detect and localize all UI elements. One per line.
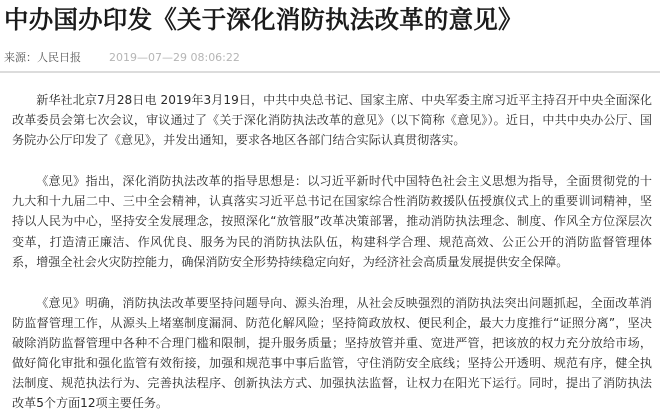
article-meta [4,50,240,66]
paragraph-intro: 新华社北京7月28日电 2019年3月19日，中共中央总书记、国家主席、中央军委主席习近平主持召开中央全面深化改革委员会第七次会议，审议通过了《关于深化消防执法改革的意见》（以下简称《意见》）。近日，中共中央办公厅、国务院办公厅印发了《意见》，并发出通知，要求各地区各部门结合实际认真贯彻落实。 [12,93,652,148]
header-divider [0,71,660,73]
article-body [12,90,652,412]
article-title: 中办国办印发《关于深化消防执法改革的意见》 [4,5,523,34]
source-name: 人民日报 [37,51,81,64]
paragraph-principles: 《意见》明确，消防执法改革要坚持问题导向、源头治理，从社会反映强烈的消防执法突出问题抓起，全面改革消防监督管理工作，从源头上堵塞制度漏洞、防范化解风险；坚持简政放权、便民利企，最大力度推行“证照分离”，坚决破除消防监督管理中各种不合理门槛和限制，提升服务质量；坚持放管并重、宽进严管，把该放的权力充分放给市场，做好简化审批和强化监管有效衔接，加强和规范事中事后监管，守住消防安全底线；坚持公开透明、规范有序，健全执法制度、规范执法行为、完善执法程序、创新执法方式、加强执法监督，让权力在阳光下运行。同时，提出了消防执法改革5个方面12项主要任务。 [12,295,652,411]
publish-time: 2019—07—29 08:06:22 [109,51,240,64]
paragraph-guiding-ideology: 《意见》指出，深化消防执法改革的指导思想是：以习近平新时代中国特色社会主义思想为指导，全面贯彻党的十九大和十九届二中、三中全会精神，认真落实习近平总书记在国家综合性消防救援队伍授旗仪式上的重要训词精神，坚持以人民为中心，坚持安全发展理念，按照深化“放管服”改革决策部署，推动消防执法理念、制度、作风全方位深层次变革，打造清正廉洁、作风优良、服务为民的消防执法队伍，构建科学合理、规范高效、公正公开的消防监督管理体系，增强全社会火灾防控能力，确保消防安全形势持续稳定向好，为经济社会高质量发展提供安全保障。 [12,174,652,269]
source-label: 来源： [4,51,37,64]
